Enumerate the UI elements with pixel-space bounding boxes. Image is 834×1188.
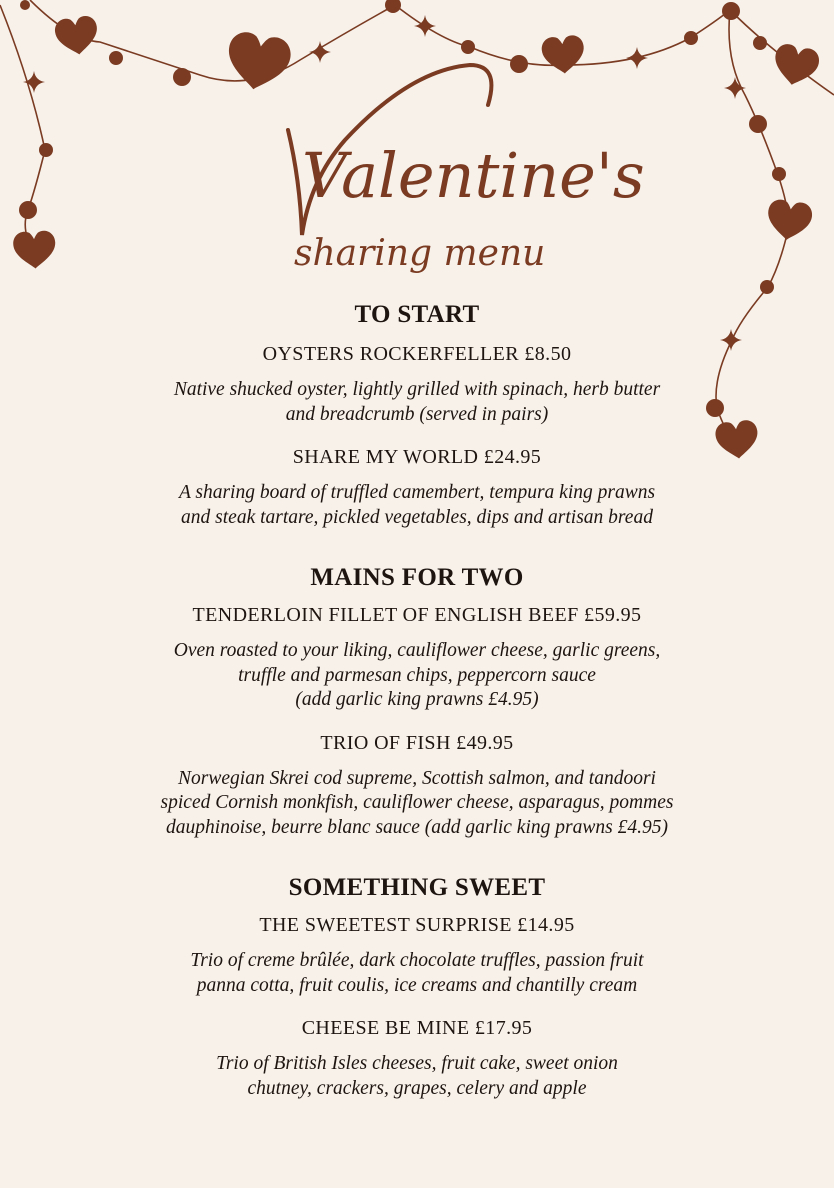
menu-content xyxy=(0,298,834,1101)
desc-line: panna cotta, fruit coulis, ice creams and chantilly cream xyxy=(196,974,638,996)
section-title: MAINS FOR TWO xyxy=(310,564,524,591)
section-title: TO START xyxy=(354,301,480,328)
section-mains-for-two xyxy=(0,561,834,840)
menu-header xyxy=(0,60,834,300)
script-title xyxy=(0,60,834,300)
desc-line: (add garlic king prawns £4.95) xyxy=(295,689,539,710)
item-description xyxy=(0,949,834,998)
item-name: CHEESE BE MINE £17.95 xyxy=(301,1017,533,1039)
item-name: SHARE MY WORLD £24.95 xyxy=(292,446,542,468)
menu-item xyxy=(0,729,834,841)
desc-line: chutney, crackers, grapes, celery and apple xyxy=(247,1077,587,1099)
desc-line: Trio of creme brûlée, dark chocolate truffles, passion fruit xyxy=(190,950,644,971)
section-to-start xyxy=(0,298,834,530)
menu-item xyxy=(0,911,834,998)
desc-line: Native shucked oyster, lightly grilled with spinach, herb butter xyxy=(173,379,661,400)
menu-item xyxy=(0,601,834,713)
desc-line: truffle and parmesan chips, peppercorn sauce xyxy=(238,664,596,686)
section-something-sweet xyxy=(0,871,834,1101)
item-name: OYSTERS ROCKERFELLER £8.50 xyxy=(262,343,572,365)
menu-item xyxy=(0,1014,834,1101)
item-name: TENDERLOIN FILLET OF ENGLISH BEEF £59.95 xyxy=(192,604,642,626)
item-description xyxy=(0,767,834,841)
desc-line: and breadcrumb (served in pairs) xyxy=(285,403,549,425)
title-script-text: Valentine's xyxy=(302,139,645,212)
item-name: THE SWEETEST SURPRISE £14.95 xyxy=(259,914,575,936)
subtitle-script-text: sharing menu xyxy=(294,233,546,274)
item-description xyxy=(0,639,834,713)
menu-item xyxy=(0,443,834,530)
item-description xyxy=(0,378,834,427)
desc-line: Norwegian Skrei cod supreme, Scottish salmon, and tandoori xyxy=(178,767,656,789)
desc-line: spiced Cornish monkfish, cauliflower cheese, asparagus, pommes xyxy=(160,792,674,813)
item-description xyxy=(0,481,834,530)
item-name: TRIO OF FISH £49.95 xyxy=(320,731,514,754)
section-title: SOMETHING SWEET xyxy=(288,874,546,901)
menu-item xyxy=(0,340,834,427)
desc-line: dauphinoise, beurre blanc sauce (add garlic king prawns £4.95) xyxy=(166,816,668,838)
item-description xyxy=(0,1052,834,1101)
desc-line: A sharing board of truffled camembert, tempura king prawns xyxy=(178,482,656,503)
desc-line: Trio of British Isles cheeses, fruit cake, sweet onion xyxy=(216,1053,618,1074)
desc-line: and steak tartare, pickled vegetables, dips and artisan bread xyxy=(181,506,653,528)
desc-line: Oven roasted to your liking, cauliflower cheese, garlic greens, xyxy=(173,640,661,661)
